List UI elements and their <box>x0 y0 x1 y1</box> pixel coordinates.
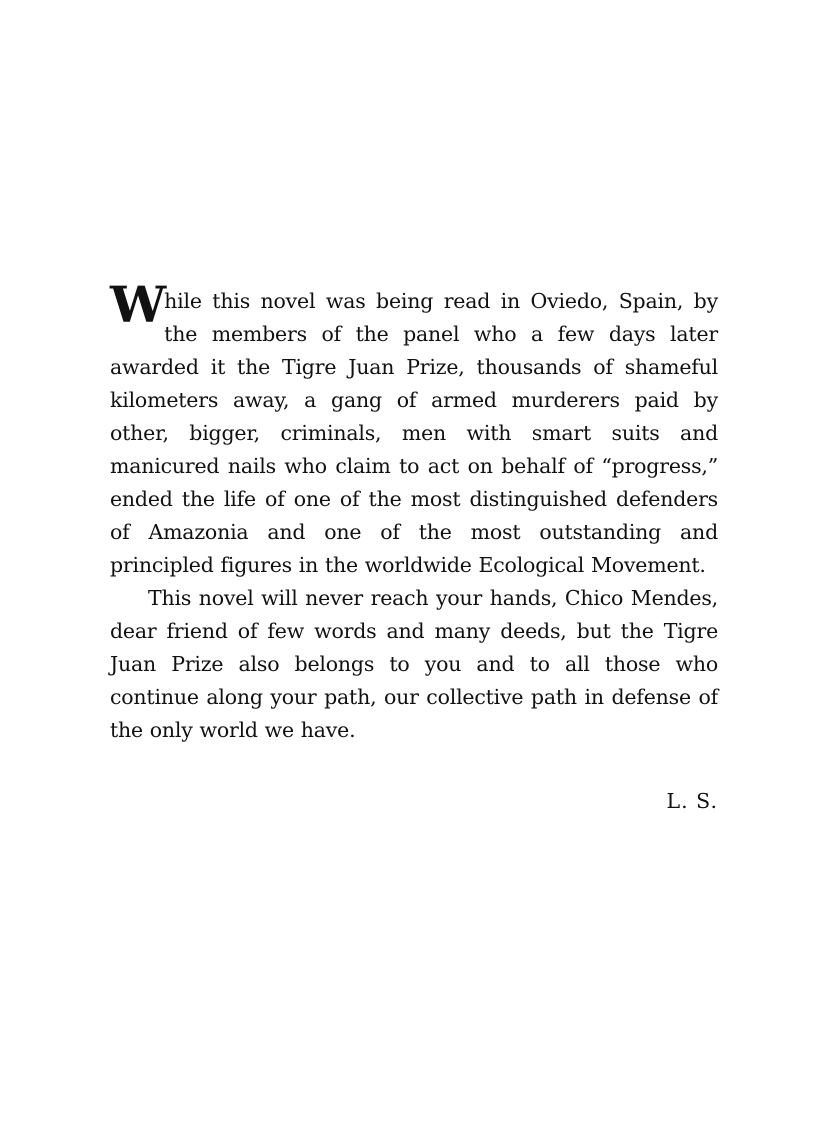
paragraph-1-text: hile this novel was being read in Oviedo, Spain, by the members of the panel who a few days later awarded it the Tigre Juan Prize, thousands of shameful kilometers away, a gang of armed murderers paid by other, bigger, criminals, men with smart suits and manicured nails who claim to act on behalf of “progress,” ended the life of one of the most distinguished defenders of Amazonia and one of the most outstanding and principled figures in the worldwide Ecological Movement. <box>110 289 718 577</box>
dedication-paragraph-1 <box>110 275 718 582</box>
drop-cap: W <box>110 275 165 334</box>
author-initials: L. S. <box>666 789 718 813</box>
dedication-paragraph-2: This novel will never reach your hands, Chico Mendes, dear friend of few words and many deeds, but the Tigre Juan Prize also belongs to you and to all those who continue along your path, our collective path in defense of the only world we have. <box>110 586 718 742</box>
dedication-page <box>110 275 718 818</box>
